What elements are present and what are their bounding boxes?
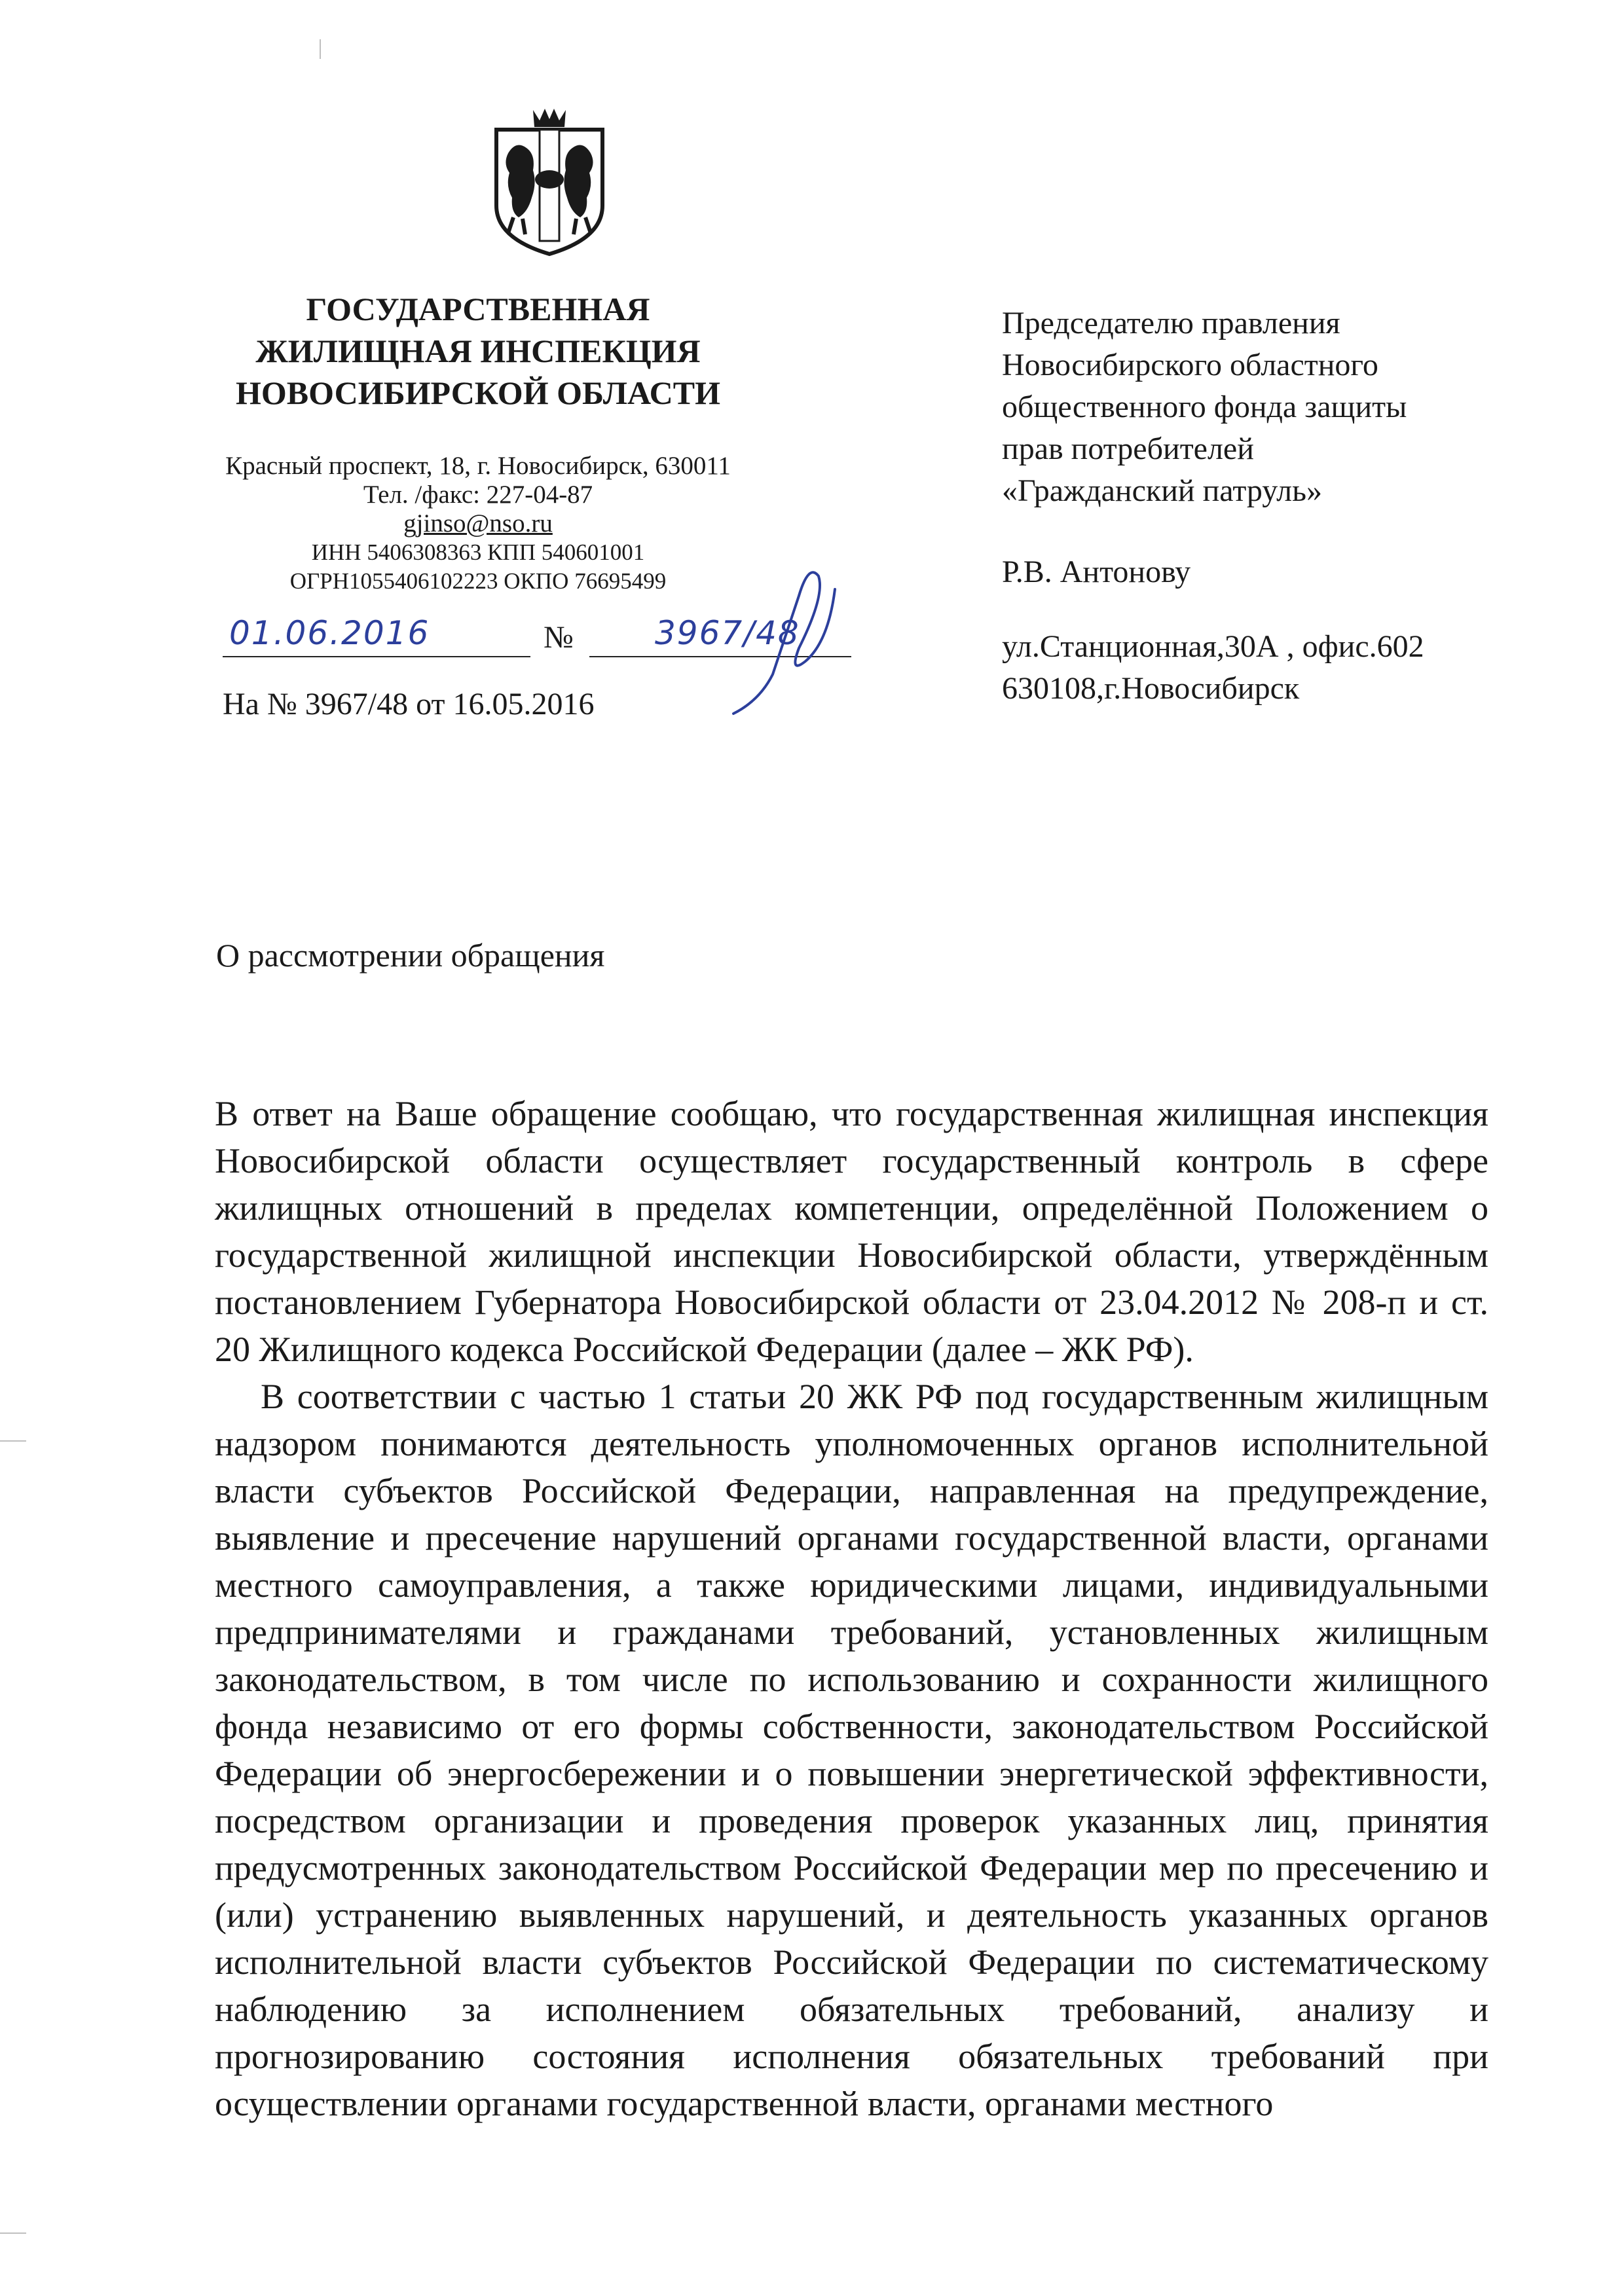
org-phone: Тел. /факс: 227-04-87 (363, 481, 593, 509)
recipient-line-4: прав потребителей (1002, 431, 1254, 466)
scan-mark (0, 2232, 26, 2234)
recipient-address-1: ул.Станционная,30А , офис.602 (1002, 629, 1424, 664)
org-ogrn-okpo: ОГРН1055406102223 ОКПО 76695499 (289, 568, 667, 594)
recipient-line-5: «Гражданский патруль» (1002, 473, 1323, 508)
handwritten-number: 3967/48 (655, 614, 800, 652)
reply-reference: На № 3967/48 от 16.05.2016 (223, 687, 595, 721)
organization-contacts (223, 452, 733, 596)
letter-subject: О рассмотрении обращения (216, 937, 605, 974)
spacer (1002, 512, 1578, 551)
body-paragraph-1: В ответ на Ваше обращение сообщаю, что государственная жилищная инспекция Новосибирской области осуществляет государственный контроль в сфере жилищных отношений в пределах компетенции, определённой Положением о государственной жилищной инспекции Новосибирской области, утверждённым постановлением Губернатора Новосибирской области от 23.04.2012 № 208-п и ст. 20 Жилищного кодекса Российской Федерации (далее – ЖК РФ). (215, 1094, 1488, 1369)
coat-of-arms-icon (482, 107, 617, 257)
handwritten-date: 01.06.2016 (229, 614, 430, 652)
handwritten-signature (720, 550, 877, 727)
recipient-address-2: 630108,г.Новосибирск (1002, 671, 1300, 706)
recipient-line-2: Новосибирского областного (1002, 348, 1378, 382)
date-underline (223, 656, 530, 657)
number-label: № (544, 620, 574, 655)
org-name-line-1: ГОСУДАРСТВЕННАЯ (306, 291, 650, 327)
org-name-line-3: НОВОСИБИРСКОЙ ОБЛАСТИ (235, 374, 721, 411)
org-inn-kpp: ИНН 5406308363 КПП 540601001 (311, 539, 645, 565)
scan-mark (320, 39, 321, 59)
body-paragraph-2: В соответствии с частью 1 статьи 20 ЖК РФ под государственным жилищным надзором понимаются деятельность уполномоченных органов исполнительной власти субъектов Российской Федерации, направленная на предупреждение, выявление и пресечение нарушений органами государственной власти, органами местного самоуправления, а также юридическими лицами, индивидуальными предпринимателями и гражданами требований, установленных жилищным законодательством, в том числе по использованию и сохранности жилищного фонда независимо от его формы собственности, законодательством Российской Федерации об энергосбережении и о повышении энергетической эффективности, посредством организации и проведения проверок указанных лиц, принятия предусмотренных законодательством Российской Федерации мер по пресечению и (или) устранению выявленных нарушений, и деятельность указанных органов исполнительной власти субъектов Российской Федерации по систематическому наблюдению за исполнением обязательных требований, анализу и прогнозированию состояния исполнения обязательных требований при осуществлении органами государственной власти, органами местного (215, 1377, 1488, 2123)
scan-mark (0, 1440, 26, 1442)
recipient-line-1: Председателю правления (1002, 306, 1340, 340)
recipient-block (1002, 302, 1578, 710)
recipient-name: Р.В. Антонову (1002, 555, 1191, 589)
organization-name (223, 288, 733, 414)
org-name-line-2: ЖИЛИЩНАЯ ИНСПЕКЦИЯ (255, 333, 701, 369)
recipient-line-3: общественного фонда защиты (1002, 390, 1407, 424)
org-address: Красный проспект, 18, г. Новосибирск, 630011 (225, 452, 731, 480)
letter-body (215, 1090, 1488, 2127)
spacer (1002, 593, 1578, 626)
org-email[interactable]: gjinso@nso.ru (403, 509, 553, 538)
